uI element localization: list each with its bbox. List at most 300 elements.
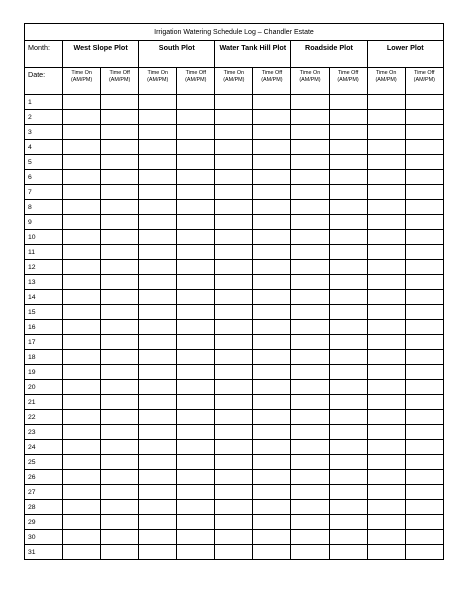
time-off-cell[interactable]	[177, 245, 215, 260]
time-off-cell[interactable]	[177, 335, 215, 350]
time-on-cell[interactable]	[367, 305, 405, 320]
time-on-cell[interactable]	[367, 290, 405, 305]
time-off-cell[interactable]	[101, 230, 139, 245]
time-on-cell[interactable]	[215, 500, 253, 515]
time-on-cell[interactable]	[139, 290, 177, 305]
time-on-cell[interactable]	[367, 350, 405, 365]
time-on-cell[interactable]	[367, 200, 405, 215]
time-on-cell[interactable]	[215, 275, 253, 290]
time-off-cell[interactable]	[253, 215, 291, 230]
time-on-cell[interactable]	[367, 95, 405, 110]
time-on-cell[interactable]	[215, 515, 253, 530]
time-off-cell[interactable]	[329, 125, 367, 140]
time-on-cell[interactable]	[63, 260, 101, 275]
time-off-cell[interactable]	[177, 275, 215, 290]
time-off-cell[interactable]	[329, 200, 367, 215]
time-on-cell[interactable]	[139, 365, 177, 380]
time-off-cell[interactable]	[253, 425, 291, 440]
time-on-cell[interactable]	[63, 455, 101, 470]
time-off-cell[interactable]	[405, 455, 443, 470]
time-on-cell[interactable]	[215, 440, 253, 455]
time-on-cell[interactable]	[367, 170, 405, 185]
time-off-cell[interactable]	[177, 230, 215, 245]
time-off-cell[interactable]	[329, 320, 367, 335]
time-off-cell[interactable]	[101, 515, 139, 530]
time-off-cell[interactable]	[177, 455, 215, 470]
time-on-cell[interactable]	[215, 185, 253, 200]
time-off-cell[interactable]	[405, 320, 443, 335]
time-on-cell[interactable]	[215, 470, 253, 485]
time-on-cell[interactable]	[291, 200, 329, 215]
time-off-cell[interactable]	[101, 440, 139, 455]
time-on-cell[interactable]	[63, 350, 101, 365]
time-off-cell[interactable]	[101, 290, 139, 305]
time-off-cell[interactable]	[329, 155, 367, 170]
time-off-cell[interactable]	[253, 320, 291, 335]
time-off-cell[interactable]	[253, 395, 291, 410]
time-on-cell[interactable]	[367, 260, 405, 275]
time-on-cell[interactable]	[367, 110, 405, 125]
time-on-cell[interactable]	[139, 155, 177, 170]
time-on-cell[interactable]	[215, 95, 253, 110]
time-on-cell[interactable]	[63, 320, 101, 335]
time-off-cell[interactable]	[253, 410, 291, 425]
time-on-cell[interactable]	[139, 140, 177, 155]
time-off-cell[interactable]	[177, 365, 215, 380]
time-on-cell[interactable]	[291, 545, 329, 560]
time-off-cell[interactable]	[253, 95, 291, 110]
time-off-cell[interactable]	[101, 410, 139, 425]
time-off-cell[interactable]	[253, 350, 291, 365]
time-on-cell[interactable]	[215, 200, 253, 215]
time-on-cell[interactable]	[63, 440, 101, 455]
time-off-cell[interactable]	[329, 230, 367, 245]
time-on-cell[interactable]	[367, 245, 405, 260]
time-off-cell[interactable]	[329, 140, 367, 155]
time-on-cell[interactable]	[291, 530, 329, 545]
time-on-cell[interactable]	[215, 365, 253, 380]
time-on-cell[interactable]	[215, 335, 253, 350]
time-on-cell[interactable]	[139, 260, 177, 275]
time-off-cell[interactable]	[329, 470, 367, 485]
time-off-cell[interactable]	[177, 290, 215, 305]
time-on-cell[interactable]	[291, 320, 329, 335]
time-off-cell[interactable]	[177, 170, 215, 185]
time-off-cell[interactable]	[101, 545, 139, 560]
time-off-cell[interactable]	[329, 410, 367, 425]
time-on-cell[interactable]	[63, 365, 101, 380]
time-on-cell[interactable]	[215, 350, 253, 365]
time-off-cell[interactable]	[177, 320, 215, 335]
time-on-cell[interactable]	[291, 335, 329, 350]
time-off-cell[interactable]	[101, 335, 139, 350]
time-off-cell[interactable]	[253, 245, 291, 260]
time-off-cell[interactable]	[101, 395, 139, 410]
time-on-cell[interactable]	[139, 395, 177, 410]
time-on-cell[interactable]	[215, 455, 253, 470]
time-on-cell[interactable]	[291, 515, 329, 530]
time-off-cell[interactable]	[405, 245, 443, 260]
time-off-cell[interactable]	[177, 140, 215, 155]
time-off-cell[interactable]	[329, 350, 367, 365]
time-off-cell[interactable]	[405, 215, 443, 230]
time-on-cell[interactable]	[139, 200, 177, 215]
time-on-cell[interactable]	[215, 110, 253, 125]
time-on-cell[interactable]	[291, 440, 329, 455]
time-off-cell[interactable]	[101, 530, 139, 545]
time-on-cell[interactable]	[139, 425, 177, 440]
time-on-cell[interactable]	[291, 365, 329, 380]
time-off-cell[interactable]	[253, 335, 291, 350]
time-on-cell[interactable]	[215, 305, 253, 320]
time-off-cell[interactable]	[101, 455, 139, 470]
time-on-cell[interactable]	[63, 275, 101, 290]
time-on-cell[interactable]	[63, 290, 101, 305]
time-on-cell[interactable]	[367, 455, 405, 470]
time-off-cell[interactable]	[177, 155, 215, 170]
time-off-cell[interactable]	[177, 380, 215, 395]
time-on-cell[interactable]	[63, 140, 101, 155]
time-off-cell[interactable]	[253, 545, 291, 560]
time-on-cell[interactable]	[291, 125, 329, 140]
time-on-cell[interactable]	[291, 290, 329, 305]
time-on-cell[interactable]	[215, 230, 253, 245]
time-on-cell[interactable]	[215, 125, 253, 140]
time-off-cell[interactable]	[405, 530, 443, 545]
time-on-cell[interactable]	[139, 350, 177, 365]
time-off-cell[interactable]	[253, 170, 291, 185]
time-off-cell[interactable]	[405, 200, 443, 215]
time-off-cell[interactable]	[101, 125, 139, 140]
time-off-cell[interactable]	[329, 500, 367, 515]
time-on-cell[interactable]	[367, 500, 405, 515]
time-on-cell[interactable]	[63, 95, 101, 110]
time-on-cell[interactable]	[139, 320, 177, 335]
time-off-cell[interactable]	[405, 275, 443, 290]
time-on-cell[interactable]	[139, 470, 177, 485]
time-off-cell[interactable]	[329, 530, 367, 545]
time-off-cell[interactable]	[329, 215, 367, 230]
time-off-cell[interactable]	[405, 365, 443, 380]
time-on-cell[interactable]	[139, 95, 177, 110]
time-on-cell[interactable]	[291, 215, 329, 230]
time-off-cell[interactable]	[253, 530, 291, 545]
time-off-cell[interactable]	[405, 305, 443, 320]
time-on-cell[interactable]	[139, 170, 177, 185]
time-on-cell[interactable]	[139, 455, 177, 470]
time-off-cell[interactable]	[177, 410, 215, 425]
time-on-cell[interactable]	[215, 425, 253, 440]
time-off-cell[interactable]	[329, 455, 367, 470]
time-off-cell[interactable]	[101, 500, 139, 515]
time-on-cell[interactable]	[291, 140, 329, 155]
time-on-cell[interactable]	[139, 110, 177, 125]
time-off-cell[interactable]	[253, 470, 291, 485]
time-off-cell[interactable]	[101, 275, 139, 290]
time-on-cell[interactable]	[367, 230, 405, 245]
time-off-cell[interactable]	[253, 260, 291, 275]
time-on-cell[interactable]	[215, 290, 253, 305]
time-off-cell[interactable]	[177, 125, 215, 140]
time-on-cell[interactable]	[139, 215, 177, 230]
time-off-cell[interactable]	[329, 95, 367, 110]
time-on-cell[interactable]	[367, 485, 405, 500]
time-off-cell[interactable]	[253, 200, 291, 215]
time-off-cell[interactable]	[177, 305, 215, 320]
time-on-cell[interactable]	[367, 530, 405, 545]
time-off-cell[interactable]	[329, 545, 367, 560]
time-off-cell[interactable]	[405, 125, 443, 140]
time-on-cell[interactable]	[215, 170, 253, 185]
time-off-cell[interactable]	[253, 110, 291, 125]
time-off-cell[interactable]	[177, 395, 215, 410]
time-on-cell[interactable]	[291, 425, 329, 440]
time-off-cell[interactable]	[177, 425, 215, 440]
time-on-cell[interactable]	[367, 515, 405, 530]
time-on-cell[interactable]	[367, 140, 405, 155]
time-on-cell[interactable]	[367, 425, 405, 440]
time-on-cell[interactable]	[291, 470, 329, 485]
time-off-cell[interactable]	[177, 110, 215, 125]
time-off-cell[interactable]	[405, 110, 443, 125]
time-off-cell[interactable]	[177, 185, 215, 200]
time-on-cell[interactable]	[215, 215, 253, 230]
time-off-cell[interactable]	[329, 290, 367, 305]
time-off-cell[interactable]	[177, 260, 215, 275]
time-on-cell[interactable]	[139, 485, 177, 500]
time-off-cell[interactable]	[253, 230, 291, 245]
time-on-cell[interactable]	[63, 185, 101, 200]
time-on-cell[interactable]	[63, 515, 101, 530]
time-off-cell[interactable]	[253, 440, 291, 455]
time-on-cell[interactable]	[215, 245, 253, 260]
time-on-cell[interactable]	[291, 350, 329, 365]
time-on-cell[interactable]	[291, 455, 329, 470]
time-on-cell[interactable]	[367, 275, 405, 290]
time-on-cell[interactable]	[139, 185, 177, 200]
time-off-cell[interactable]	[405, 380, 443, 395]
time-on-cell[interactable]	[367, 470, 405, 485]
time-on-cell[interactable]	[63, 125, 101, 140]
time-on-cell[interactable]	[63, 470, 101, 485]
time-on-cell[interactable]	[139, 230, 177, 245]
time-off-cell[interactable]	[329, 185, 367, 200]
time-on-cell[interactable]	[291, 95, 329, 110]
time-on-cell[interactable]	[215, 485, 253, 500]
time-on-cell[interactable]	[139, 245, 177, 260]
time-off-cell[interactable]	[101, 260, 139, 275]
time-off-cell[interactable]	[405, 500, 443, 515]
time-on-cell[interactable]	[215, 260, 253, 275]
time-off-cell[interactable]	[101, 155, 139, 170]
time-on-cell[interactable]	[291, 155, 329, 170]
time-off-cell[interactable]	[177, 350, 215, 365]
time-on-cell[interactable]	[291, 380, 329, 395]
time-off-cell[interactable]	[177, 215, 215, 230]
time-off-cell[interactable]	[405, 155, 443, 170]
time-on-cell[interactable]	[367, 155, 405, 170]
time-off-cell[interactable]	[405, 290, 443, 305]
time-on-cell[interactable]	[367, 320, 405, 335]
time-on-cell[interactable]	[367, 410, 405, 425]
time-off-cell[interactable]	[329, 515, 367, 530]
time-off-cell[interactable]	[253, 155, 291, 170]
time-off-cell[interactable]	[253, 290, 291, 305]
time-off-cell[interactable]	[329, 440, 367, 455]
time-on-cell[interactable]	[63, 110, 101, 125]
time-off-cell[interactable]	[177, 500, 215, 515]
time-off-cell[interactable]	[101, 95, 139, 110]
time-on-cell[interactable]	[139, 530, 177, 545]
time-off-cell[interactable]	[253, 515, 291, 530]
time-off-cell[interactable]	[101, 140, 139, 155]
time-on-cell[interactable]	[291, 485, 329, 500]
time-off-cell[interactable]	[101, 350, 139, 365]
time-on-cell[interactable]	[63, 485, 101, 500]
time-off-cell[interactable]	[253, 125, 291, 140]
time-on-cell[interactable]	[367, 440, 405, 455]
time-on-cell[interactable]	[63, 170, 101, 185]
time-off-cell[interactable]	[101, 215, 139, 230]
time-on-cell[interactable]	[63, 545, 101, 560]
time-off-cell[interactable]	[101, 245, 139, 260]
time-off-cell[interactable]	[405, 170, 443, 185]
time-off-cell[interactable]	[405, 425, 443, 440]
time-on-cell[interactable]	[291, 185, 329, 200]
time-off-cell[interactable]	[253, 275, 291, 290]
time-off-cell[interactable]	[405, 545, 443, 560]
time-on-cell[interactable]	[63, 380, 101, 395]
time-on-cell[interactable]	[63, 425, 101, 440]
time-off-cell[interactable]	[101, 425, 139, 440]
time-on-cell[interactable]	[367, 185, 405, 200]
time-off-cell[interactable]	[101, 380, 139, 395]
time-on-cell[interactable]	[291, 305, 329, 320]
time-on-cell[interactable]	[215, 380, 253, 395]
time-on-cell[interactable]	[291, 395, 329, 410]
time-off-cell[interactable]	[177, 95, 215, 110]
time-off-cell[interactable]	[405, 515, 443, 530]
time-on-cell[interactable]	[291, 230, 329, 245]
time-on-cell[interactable]	[291, 245, 329, 260]
time-off-cell[interactable]	[329, 260, 367, 275]
time-on-cell[interactable]	[139, 500, 177, 515]
time-on-cell[interactable]	[63, 230, 101, 245]
time-off-cell[interactable]	[329, 110, 367, 125]
time-off-cell[interactable]	[329, 485, 367, 500]
time-on-cell[interactable]	[367, 365, 405, 380]
time-off-cell[interactable]	[405, 395, 443, 410]
time-on-cell[interactable]	[215, 320, 253, 335]
time-on-cell[interactable]	[215, 545, 253, 560]
time-on-cell[interactable]	[139, 440, 177, 455]
time-on-cell[interactable]	[139, 515, 177, 530]
time-off-cell[interactable]	[253, 140, 291, 155]
time-off-cell[interactable]	[405, 230, 443, 245]
time-off-cell[interactable]	[177, 440, 215, 455]
time-on-cell[interactable]	[63, 245, 101, 260]
time-on-cell[interactable]	[63, 335, 101, 350]
time-off-cell[interactable]	[329, 245, 367, 260]
time-on-cell[interactable]	[291, 110, 329, 125]
time-off-cell[interactable]	[253, 380, 291, 395]
time-on-cell[interactable]	[367, 125, 405, 140]
time-off-cell[interactable]	[329, 275, 367, 290]
time-on-cell[interactable]	[139, 275, 177, 290]
time-off-cell[interactable]	[101, 185, 139, 200]
time-on-cell[interactable]	[291, 500, 329, 515]
time-off-cell[interactable]	[253, 185, 291, 200]
time-off-cell[interactable]	[405, 485, 443, 500]
time-off-cell[interactable]	[253, 455, 291, 470]
time-on-cell[interactable]	[139, 125, 177, 140]
time-off-cell[interactable]	[405, 140, 443, 155]
time-off-cell[interactable]	[253, 485, 291, 500]
time-on-cell[interactable]	[291, 410, 329, 425]
time-off-cell[interactable]	[177, 200, 215, 215]
time-on-cell[interactable]	[215, 410, 253, 425]
time-off-cell[interactable]	[405, 350, 443, 365]
time-off-cell[interactable]	[101, 305, 139, 320]
time-off-cell[interactable]	[329, 425, 367, 440]
time-off-cell[interactable]	[101, 170, 139, 185]
time-off-cell[interactable]	[177, 470, 215, 485]
time-on-cell[interactable]	[139, 545, 177, 560]
time-off-cell[interactable]	[405, 185, 443, 200]
time-on-cell[interactable]	[139, 380, 177, 395]
time-on-cell[interactable]	[63, 395, 101, 410]
time-on-cell[interactable]	[63, 200, 101, 215]
time-on-cell[interactable]	[291, 170, 329, 185]
time-on-cell[interactable]	[139, 335, 177, 350]
time-off-cell[interactable]	[177, 485, 215, 500]
time-on-cell[interactable]	[215, 155, 253, 170]
time-on-cell[interactable]	[63, 500, 101, 515]
time-off-cell[interactable]	[405, 335, 443, 350]
time-on-cell[interactable]	[367, 335, 405, 350]
time-off-cell[interactable]	[329, 395, 367, 410]
time-off-cell[interactable]	[405, 410, 443, 425]
time-on-cell[interactable]	[139, 305, 177, 320]
time-off-cell[interactable]	[101, 200, 139, 215]
time-on-cell[interactable]	[215, 395, 253, 410]
time-off-cell[interactable]	[329, 380, 367, 395]
time-off-cell[interactable]	[101, 110, 139, 125]
time-off-cell[interactable]	[177, 515, 215, 530]
time-on-cell[interactable]	[367, 395, 405, 410]
time-off-cell[interactable]	[101, 320, 139, 335]
time-off-cell[interactable]	[405, 95, 443, 110]
time-off-cell[interactable]	[329, 305, 367, 320]
time-on-cell[interactable]	[215, 140, 253, 155]
time-off-cell[interactable]	[405, 260, 443, 275]
time-on-cell[interactable]	[291, 260, 329, 275]
time-off-cell[interactable]	[177, 545, 215, 560]
time-on-cell[interactable]	[139, 410, 177, 425]
time-on-cell[interactable]	[63, 155, 101, 170]
time-on-cell[interactable]	[63, 530, 101, 545]
time-off-cell[interactable]	[405, 470, 443, 485]
time-on-cell[interactable]	[215, 530, 253, 545]
time-off-cell[interactable]	[253, 305, 291, 320]
time-off-cell[interactable]	[177, 530, 215, 545]
time-off-cell[interactable]	[253, 500, 291, 515]
time-on-cell[interactable]	[63, 215, 101, 230]
time-on-cell[interactable]	[367, 215, 405, 230]
time-on-cell[interactable]	[291, 275, 329, 290]
time-on-cell[interactable]	[367, 545, 405, 560]
time-on-cell[interactable]	[367, 380, 405, 395]
